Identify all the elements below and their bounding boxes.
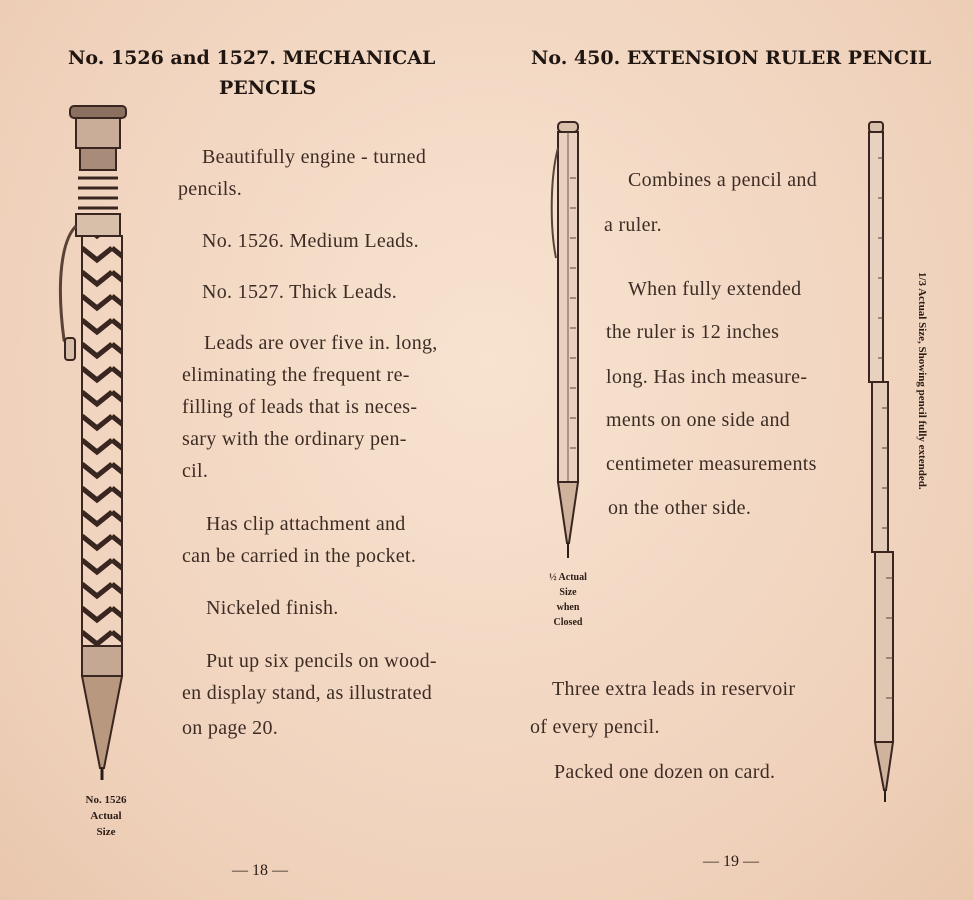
left-line: on page 20.	[182, 717, 279, 739]
right-line: of every pencil.	[530, 716, 660, 738]
right-line: a ruler.	[604, 214, 662, 236]
caption-line: No. 1526	[85, 794, 127, 806]
left-line: Beautifully engine - turned	[202, 146, 427, 168]
left-line: eliminating the frequent re-	[182, 364, 410, 386]
left-heading-line1: No. 1526 and 1527. MECHANICAL	[68, 47, 436, 69]
left-line: en display stand, as illustrated	[182, 682, 433, 704]
left-line: sary with the ordinary pen-	[182, 428, 407, 450]
right-heading: No. 450. EXTENSION RULER PENCIL	[531, 47, 932, 69]
left-line: Leads are over five in. long,	[204, 332, 438, 354]
left-line: Put up six pencils on wood-	[206, 650, 437, 672]
left-line: filling of leads that is neces-	[182, 396, 418, 418]
right-line: centimeter measurements	[606, 453, 817, 475]
left-line: Nickeled finish.	[206, 597, 339, 619]
left-line: No. 1526. Medium Leads.	[202, 230, 419, 252]
caption-line: Size	[96, 826, 116, 838]
left-heading-line2: PENCILS	[219, 77, 317, 99]
left-line: can be carried in the pocket.	[182, 545, 417, 567]
left-line: Has clip attachment and	[206, 513, 406, 535]
left-line: pencils.	[178, 178, 243, 200]
caption-line: when	[556, 602, 580, 613]
right-page-number: — 19 —	[703, 853, 759, 870]
left-line: cil.	[182, 460, 209, 482]
caption-line: Closed	[553, 617, 583, 628]
left-caption	[70, 792, 142, 840]
right-line: Combines a pencil and	[628, 169, 818, 191]
left-page-number: — 18 —	[232, 862, 288, 879]
caption-line: Size	[559, 587, 577, 598]
right-line: long. Has inch measure-	[606, 366, 808, 388]
caption-line: Actual	[90, 810, 122, 822]
mechanical-pencil-illustration	[52, 100, 142, 790]
right-line: on the other side.	[608, 497, 752, 519]
ruler-pencil-closed-illustration	[546, 118, 586, 563]
extended-vertical-caption: 1/3 Actual Size, Showing pencil fully extended.	[916, 272, 928, 490]
caption-line: ½ Actual	[549, 572, 587, 583]
right-line: ments on one side and	[606, 409, 791, 431]
right-line: Packed one dozen on card.	[554, 761, 776, 783]
ruler-pencil-extended-illustration	[860, 118, 906, 808]
left-line: No. 1527. Thick Leads.	[202, 281, 398, 303]
right-line: Three extra leads in reservoir	[552, 678, 796, 700]
closed-caption	[526, 570, 610, 630]
right-line: When fully extended	[628, 278, 802, 300]
right-line: the ruler is 12 inches	[606, 321, 780, 343]
